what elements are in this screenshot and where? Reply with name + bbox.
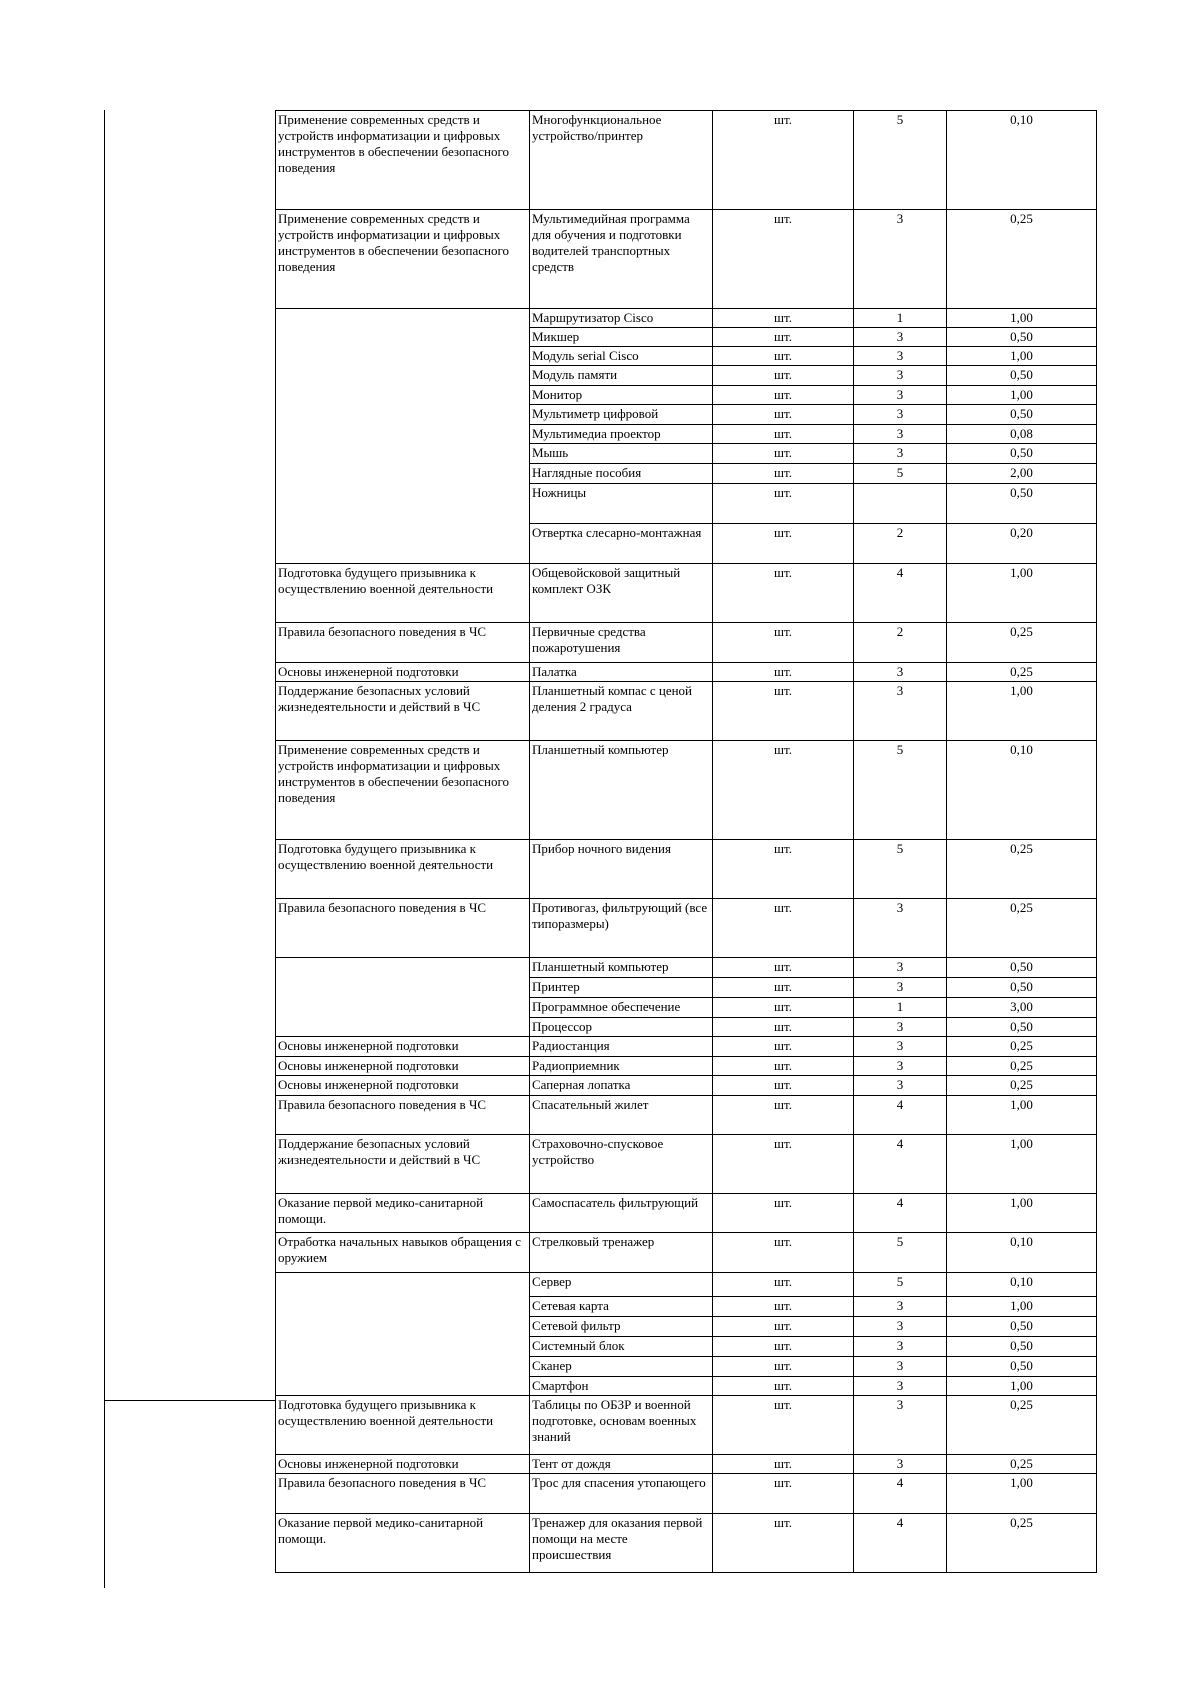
unit-cell: шт.: [713, 464, 854, 484]
item-name-cell: Отвертка слесарно-монтажная: [530, 524, 713, 564]
unit-cell: шт.: [713, 1096, 854, 1135]
unit-cell: шт.: [713, 524, 854, 564]
coefficient-cell: 0,25: [947, 1396, 1097, 1455]
quantity-cell: 3: [854, 1317, 947, 1337]
item-name-cell: Процессор: [530, 1018, 713, 1037]
item-name-cell: Сетевая карта: [530, 1297, 713, 1317]
section-cell: Поддержание безопасных условий жизнедеятельности и действий в ЧС: [276, 1135, 530, 1194]
quantity-cell: 2: [854, 524, 947, 564]
quantity-cell: 4: [854, 1514, 947, 1573]
table-row: [276, 111, 1097, 210]
table-row: [276, 1233, 1097, 1273]
quantity-cell: 3: [854, 1018, 947, 1037]
unit-cell: шт.: [713, 1057, 854, 1076]
unit-cell: шт.: [713, 1474, 854, 1514]
quantity-cell: 4: [854, 1135, 947, 1194]
quantity-cell: 3: [854, 1455, 947, 1474]
table-row: [276, 623, 1097, 663]
coefficient-cell: 1,00: [947, 1377, 1097, 1396]
quantity-cell: 1: [854, 309, 947, 328]
coefficient-cell: 0,25: [947, 210, 1097, 309]
table-row: [276, 958, 1097, 978]
table-row: [276, 1194, 1097, 1233]
item-name-cell: Мультиметр цифровой: [530, 405, 713, 425]
unit-cell: шт.: [713, 1514, 854, 1573]
quantity-cell: 3: [854, 1337, 947, 1357]
item-name-cell: Сканер: [530, 1357, 713, 1377]
unit-cell: шт.: [713, 978, 854, 998]
quantity-cell: 5: [854, 111, 947, 210]
coefficient-cell: 1,00: [947, 1194, 1097, 1233]
quantity-cell: 3: [854, 682, 947, 741]
item-name-cell: Многофункциональное устройство/принтер: [530, 111, 713, 210]
coefficient-cell: 1,00: [947, 1474, 1097, 1514]
coefficient-cell: 0,50: [947, 484, 1097, 524]
unit-cell: шт.: [713, 958, 854, 978]
unit-cell: шт.: [713, 1455, 854, 1474]
item-name-cell: Принтер: [530, 978, 713, 998]
coefficient-cell: 0,50: [947, 958, 1097, 978]
item-name-cell: Общевойсковой защитный комплект ОЗК: [530, 564, 713, 623]
coefficient-cell: 0,10: [947, 741, 1097, 840]
item-name-cell: Мышь: [530, 444, 713, 464]
item-name-cell: Радиоприемник: [530, 1057, 713, 1076]
table-row: [276, 1514, 1097, 1573]
unit-cell: шт.: [713, 998, 854, 1018]
coefficient-cell: 0,50: [947, 1337, 1097, 1357]
quantity-cell: 4: [854, 1194, 947, 1233]
coefficient-cell: 0,50: [947, 405, 1097, 425]
item-name-cell: Сетевой фильтр: [530, 1317, 713, 1337]
quantity-cell: 5: [854, 741, 947, 840]
item-name-cell: Программное обеспечение: [530, 998, 713, 1018]
unit-cell: шт.: [713, 210, 854, 309]
table-row: [276, 1096, 1097, 1135]
unit-cell: шт.: [713, 425, 854, 444]
section-cell: [276, 309, 530, 564]
section-cell: Подготовка будущего призывника к осуществлению военной деятельности: [276, 1396, 530, 1455]
item-name-cell: Самоспасатель фильтрующий: [530, 1194, 713, 1233]
table-row: [276, 1037, 1097, 1057]
item-name-cell: Ножницы: [530, 484, 713, 524]
coefficient-cell: 0,25: [947, 840, 1097, 899]
quantity-cell: 3: [854, 1377, 947, 1396]
item-name-cell: Микшер: [530, 328, 713, 347]
quantity-cell: 4: [854, 1474, 947, 1514]
quantity-cell: 4: [854, 564, 947, 623]
coefficient-cell: 0,25: [947, 623, 1097, 663]
quantity-cell: 3: [854, 347, 947, 366]
coefficient-cell: 0,10: [947, 1233, 1097, 1273]
quantity-cell: 3: [854, 978, 947, 998]
coefficient-cell: 0,25: [947, 1037, 1097, 1057]
unit-cell: шт.: [713, 328, 854, 347]
unit-cell: шт.: [713, 444, 854, 464]
quantity-cell: 5: [854, 1273, 947, 1297]
coefficient-cell: 0,25: [947, 899, 1097, 958]
unit-cell: шт.: [713, 1135, 854, 1194]
table-row: [276, 309, 1097, 328]
coefficient-cell: 0,25: [947, 1455, 1097, 1474]
unit-cell: шт.: [713, 1317, 854, 1337]
unit-cell: шт.: [713, 564, 854, 623]
item-name-cell: Трос для спасения утопающего: [530, 1474, 713, 1514]
coefficient-cell: 1,00: [947, 1135, 1097, 1194]
equipment-table-body: [276, 111, 1097, 1573]
quantity-cell: 4: [854, 1096, 947, 1135]
quantity-cell: 3: [854, 366, 947, 386]
section-cell: Подготовка будущего призывника к осуществлению военной деятельности: [276, 840, 530, 899]
item-name-cell: Тент от дождя: [530, 1455, 713, 1474]
coefficient-cell: 0,10: [947, 1273, 1097, 1297]
section-cell: Применение современных средств и устройств информатизации и цифровых инструментов в обеспечении безопасного поведения: [276, 741, 530, 840]
quantity-cell: 3: [854, 899, 947, 958]
quantity-cell: 1: [854, 998, 947, 1018]
coefficient-cell: 1,00: [947, 682, 1097, 741]
section-cell: Основы инженерной подготовки: [276, 1076, 530, 1096]
unit-cell: шт.: [713, 386, 854, 405]
equipment-table: [275, 110, 1097, 1573]
unit-cell: шт.: [713, 1037, 854, 1057]
coefficient-cell: 3,00: [947, 998, 1097, 1018]
table-row: [276, 1057, 1097, 1076]
quantity-cell: 5: [854, 840, 947, 899]
coefficient-cell: 0,08: [947, 425, 1097, 444]
quantity-cell: 5: [854, 1233, 947, 1273]
quantity-cell: 3: [854, 386, 947, 405]
quantity-cell: 3: [854, 1076, 947, 1096]
section-cell: Правила безопасного поведения в ЧС: [276, 1474, 530, 1514]
table-row: [276, 1396, 1097, 1455]
item-name-cell: Планшетный компас с ценой деления 2 градуса: [530, 682, 713, 741]
coefficient-cell: 1,00: [947, 309, 1097, 328]
section-cell: [276, 1273, 530, 1396]
section-cell: Поддержание безопасных условий жизнедеятельности и действий в ЧС: [276, 682, 530, 741]
unit-cell: шт.: [713, 663, 854, 682]
quantity-cell: 3: [854, 328, 947, 347]
coefficient-cell: 0,50: [947, 444, 1097, 464]
quantity-cell: 5: [854, 464, 947, 484]
quantity-cell: 3: [854, 1037, 947, 1057]
section-cell: Правила безопасного поведения в ЧС: [276, 1096, 530, 1135]
item-name-cell: Мультимедиа проектор: [530, 425, 713, 444]
quantity-cell: 3: [854, 663, 947, 682]
section-cell: Отработка начальных навыков обращения с оружием: [276, 1233, 530, 1273]
item-name-cell: Смартфон: [530, 1377, 713, 1396]
table-row: [276, 1455, 1097, 1474]
item-name-cell: Прибор ночного видения: [530, 840, 713, 899]
unit-cell: шт.: [713, 1076, 854, 1096]
section-cell: Правила безопасного поведения в ЧС: [276, 899, 530, 958]
section-cell: Основы инженерной подготовки: [276, 663, 530, 682]
unit-cell: шт.: [713, 623, 854, 663]
item-name-cell: Маршрутизатор Cisco: [530, 309, 713, 328]
table-row: [276, 1135, 1097, 1194]
coefficient-cell: 0,50: [947, 1018, 1097, 1037]
coefficient-cell: 0,50: [947, 366, 1097, 386]
unit-cell: шт.: [713, 840, 854, 899]
coefficient-cell: 2,00: [947, 464, 1097, 484]
item-name-cell: Монитор: [530, 386, 713, 405]
coefficient-cell: 0,50: [947, 1317, 1097, 1337]
table-row: [276, 564, 1097, 623]
unit-cell: шт.: [713, 405, 854, 425]
unit-cell: шт.: [713, 1233, 854, 1273]
unit-cell: шт.: [713, 366, 854, 386]
unit-cell: шт.: [713, 309, 854, 328]
unit-cell: шт.: [713, 1018, 854, 1037]
section-cell: [276, 958, 530, 1037]
coefficient-cell: 1,00: [947, 1297, 1097, 1317]
unit-cell: шт.: [713, 1377, 854, 1396]
section-cell: Применение современных средств и устройств информатизации и цифровых инструментов в обеспечении безопасного поведения: [276, 111, 530, 210]
table-row: [276, 682, 1097, 741]
coefficient-cell: 0,25: [947, 663, 1097, 682]
item-name-cell: Планшетный компьютер: [530, 958, 713, 978]
section-cell: Применение современных средств и устройств информатизации и цифровых инструментов в обеспечении безопасного поведения: [276, 210, 530, 309]
table-row: [276, 840, 1097, 899]
item-name-cell: Планшетный компьютер: [530, 741, 713, 840]
unit-cell: шт.: [713, 1194, 854, 1233]
item-name-cell: Мультимедийная программа для обучения и подготовки водителей транспортных средств: [530, 210, 713, 309]
quantity-cell: 3: [854, 444, 947, 464]
item-name-cell: Палатка: [530, 663, 713, 682]
section-cell: Основы инженерной подготовки: [276, 1037, 530, 1057]
coefficient-cell: 1,00: [947, 347, 1097, 366]
unit-cell: шт.: [713, 741, 854, 840]
unit-cell: шт.: [713, 111, 854, 210]
coefficient-cell: 0,25: [947, 1057, 1097, 1076]
item-name-cell: Радиостанция: [530, 1037, 713, 1057]
section-cell: Оказание первой медико-санитарной помощи.: [276, 1514, 530, 1573]
section-cell: Правила безопасного поведения в ЧС: [276, 623, 530, 663]
table-row: [276, 1273, 1097, 1297]
item-name-cell: Модуль serial Cisco: [530, 347, 713, 366]
unit-cell: шт.: [713, 1297, 854, 1317]
section-cell: Основы инженерной подготовки: [276, 1455, 530, 1474]
quantity-cell: 2: [854, 623, 947, 663]
quantity-cell: 3: [854, 210, 947, 309]
quantity-cell: 3: [854, 1396, 947, 1455]
item-name-cell: Стрелковый тренажер: [530, 1233, 713, 1273]
table-row: [276, 663, 1097, 682]
table-row: [276, 899, 1097, 958]
item-name-cell: Спасательный жилет: [530, 1096, 713, 1135]
table-row: [276, 741, 1097, 840]
table-row: [276, 210, 1097, 309]
quantity-cell: 3: [854, 1057, 947, 1076]
unit-cell: шт.: [713, 1273, 854, 1297]
coefficient-cell: 0,10: [947, 111, 1097, 210]
table-row: [276, 1076, 1097, 1096]
item-name-cell: Системный блок: [530, 1337, 713, 1357]
coefficient-cell: 1,00: [947, 564, 1097, 623]
table-row: [276, 1474, 1097, 1514]
coefficient-cell: 0,20: [947, 524, 1097, 564]
item-name-cell: Тренажер для оказания первой помощи на месте происшествия: [530, 1514, 713, 1573]
section-cell: Основы инженерной подготовки: [276, 1057, 530, 1076]
item-name-cell: Саперная лопатка: [530, 1076, 713, 1096]
coefficient-cell: 0,25: [947, 1076, 1097, 1096]
unit-cell: шт.: [713, 1357, 854, 1377]
unit-cell: шт.: [713, 899, 854, 958]
quantity-cell: 3: [854, 1357, 947, 1377]
section-cell: Оказание первой медико-санитарной помощи.: [276, 1194, 530, 1233]
unit-cell: шт.: [713, 347, 854, 366]
unit-cell: шт.: [713, 484, 854, 524]
item-name-cell: Первичные средства пожаротушения: [530, 623, 713, 663]
item-name-cell: Противогаз, фильтрующий (все типоразмеры): [530, 899, 713, 958]
item-name-cell: Таблицы по ОБЗР и военной подготовке, основам военных знаний: [530, 1396, 713, 1455]
outer-row-divider: [104, 1400, 275, 1401]
quantity-cell: [854, 484, 947, 524]
unit-cell: шт.: [713, 1337, 854, 1357]
item-name-cell: Страховочно-спусковое устройство: [530, 1135, 713, 1194]
item-name-cell: Наглядные пособия: [530, 464, 713, 484]
item-name-cell: Сервер: [530, 1273, 713, 1297]
coefficient-cell: 0,25: [947, 1514, 1097, 1573]
item-name-cell: Модуль памяти: [530, 366, 713, 386]
unit-cell: шт.: [713, 1396, 854, 1455]
left-margin-line: [104, 110, 105, 1588]
coefficient-cell: 0,50: [947, 978, 1097, 998]
quantity-cell: 3: [854, 1297, 947, 1317]
unit-cell: шт.: [713, 682, 854, 741]
quantity-cell: 3: [854, 958, 947, 978]
quantity-cell: 3: [854, 405, 947, 425]
coefficient-cell: 1,00: [947, 386, 1097, 405]
coefficient-cell: 0,50: [947, 1357, 1097, 1377]
coefficient-cell: 0,50: [947, 328, 1097, 347]
section-cell: Подготовка будущего призывника к осуществлению военной деятельности: [276, 564, 530, 623]
coefficient-cell: 1,00: [947, 1096, 1097, 1135]
quantity-cell: 3: [854, 425, 947, 444]
